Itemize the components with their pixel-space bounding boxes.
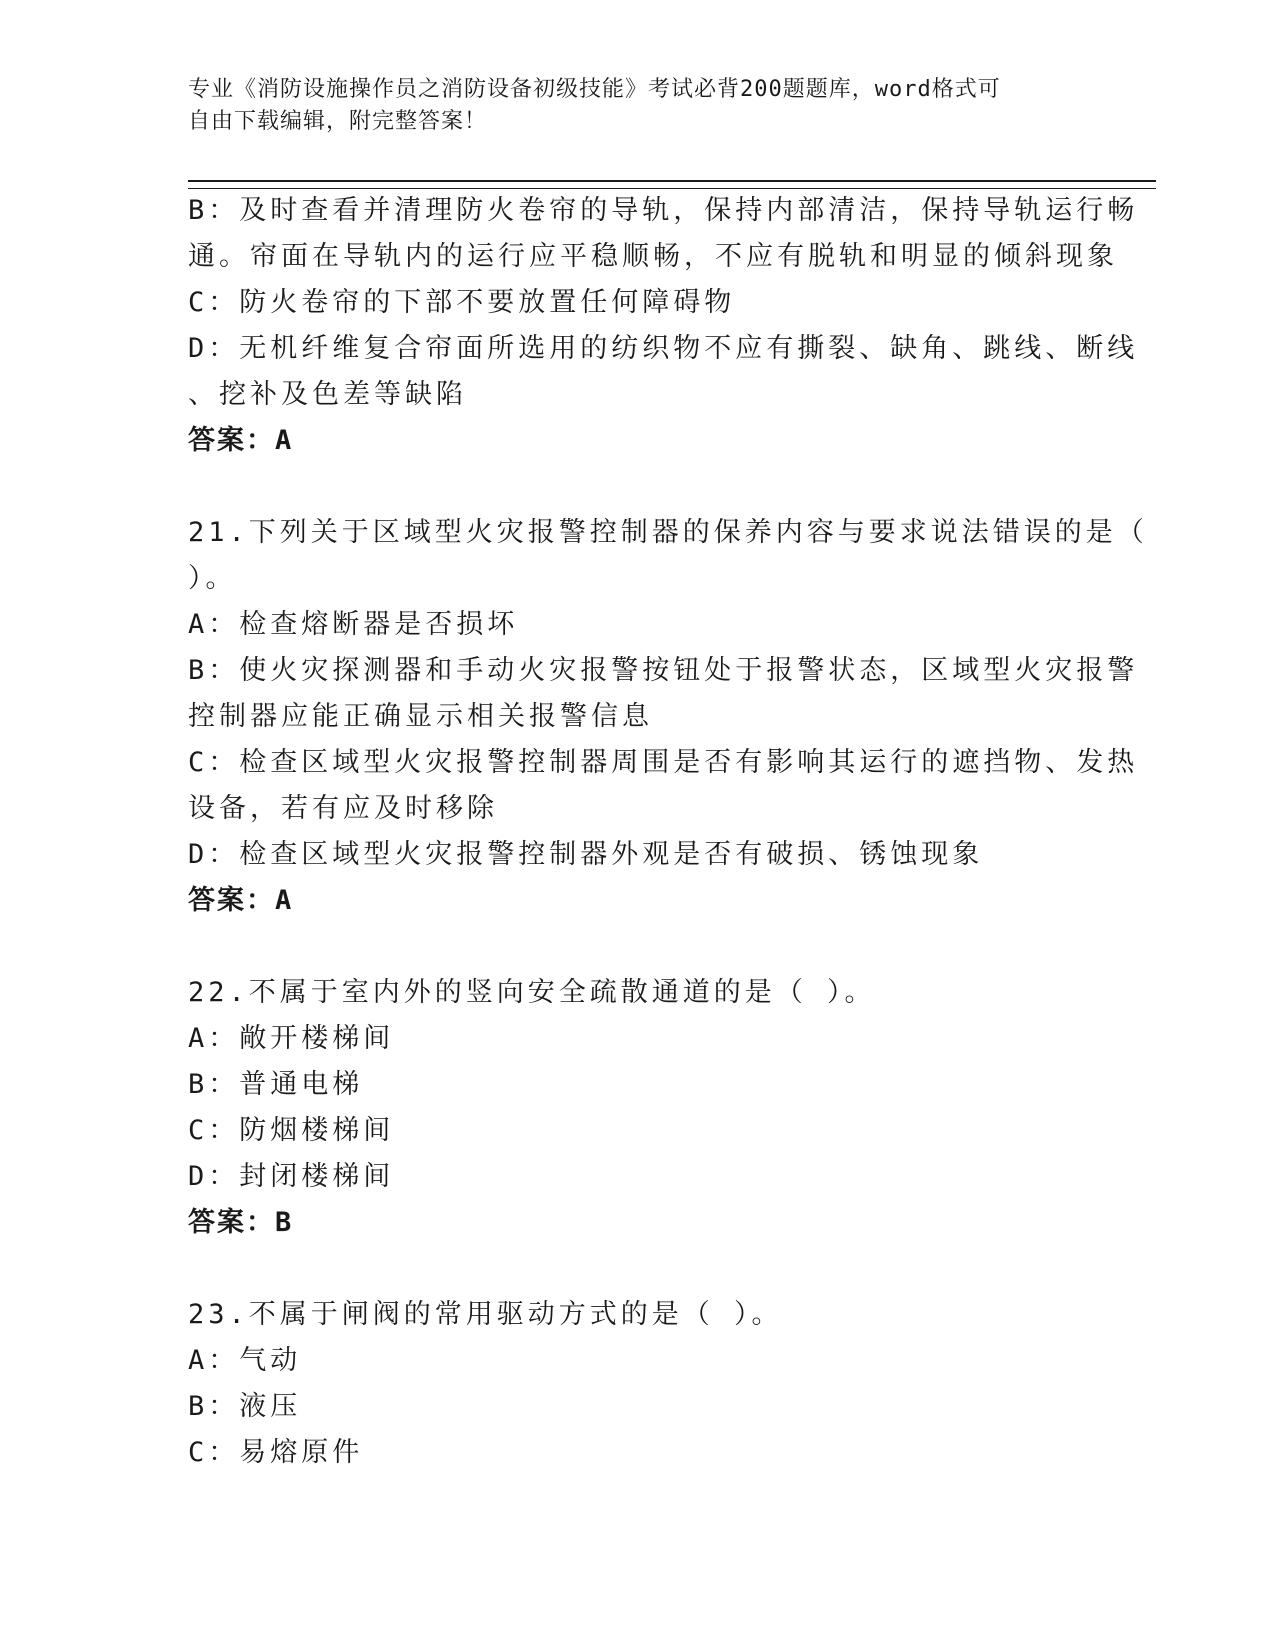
question-22	[188, 970, 1088, 1246]
option-c: C：防火卷帘的下部不要放置任何障碍物	[188, 287, 736, 318]
option-d: D：检查区域型火灾报警控制器外观是否有破损、锈蚀现象	[188, 839, 984, 870]
question-stem: 23.不属于闸阀的常用驱动方式的是（ ）。	[188, 1299, 783, 1330]
option-b: B：普通电梯	[188, 1069, 364, 1100]
option-a: A：检查熔断器是否损坏	[188, 609, 519, 640]
answer-label: 答案：A	[188, 425, 294, 456]
spacer	[188, 924, 1088, 970]
option-b-line2: 控制器应能正确显示相关报警信息	[188, 701, 653, 732]
question-23	[188, 1292, 1088, 1476]
question-stem-line1: 21.下列关于区域型火灾报警控制器的保养内容与要求说法错误的是（	[188, 517, 1148, 548]
option-a: A：敞开楼梯间	[188, 1023, 395, 1054]
question-21	[188, 510, 1148, 924]
header-title-line1: 专业《消防设施操作员之消防设备初级技能》考试必背200题题库，word格式可	[188, 77, 1001, 102]
option-c-line2: 设备，若有应及时移除	[188, 793, 498, 824]
option-b: B：液压	[188, 1391, 302, 1422]
option-b-line2: 通。帘面在导轨内的运行应平稳顺畅，不应有脱轨和明显的倾斜现象	[188, 241, 1118, 272]
question-20-continued	[188, 188, 1139, 464]
option-c: C：防烟楼梯间	[188, 1115, 395, 1146]
option-a: A：气动	[188, 1345, 302, 1376]
answer-label: 答案：A	[188, 885, 294, 916]
question-stem-line2: ）。	[188, 563, 237, 594]
spacer	[188, 1246, 1088, 1292]
option-c: C：易熔原件	[188, 1437, 364, 1468]
option-d: D：封闭楼梯间	[188, 1161, 395, 1192]
option-b-line1: B：使火灾探测器和手动火灾报警按钮处于报警状态，区域型火灾报警	[188, 655, 1139, 686]
question-list	[188, 188, 1148, 1476]
option-c-line1: C：检查区域型火灾报警控制器周围是否有影响其运行的遮挡物、发热	[188, 747, 1139, 778]
question-stem: 22.不属于室内外的竖向安全疏散通道的是（ ）。	[188, 977, 876, 1008]
option-d-line2: 、挖补及色差等缺陷	[188, 379, 467, 410]
answer-label: 答案：B	[188, 1207, 294, 1238]
option-d-line1: D：无机纤维复合帘面所选用的纺织物不应有撕裂、缺角、跳线、断线	[188, 333, 1139, 364]
spacer	[188, 464, 1088, 510]
header-title-line2: 自由下载编辑，附完整答案！	[188, 109, 488, 134]
document-header	[188, 74, 1078, 138]
option-b-line1: B：及时查看并清理防火卷帘的导轨，保持内部清洁，保持导轨运行畅	[188, 195, 1139, 226]
